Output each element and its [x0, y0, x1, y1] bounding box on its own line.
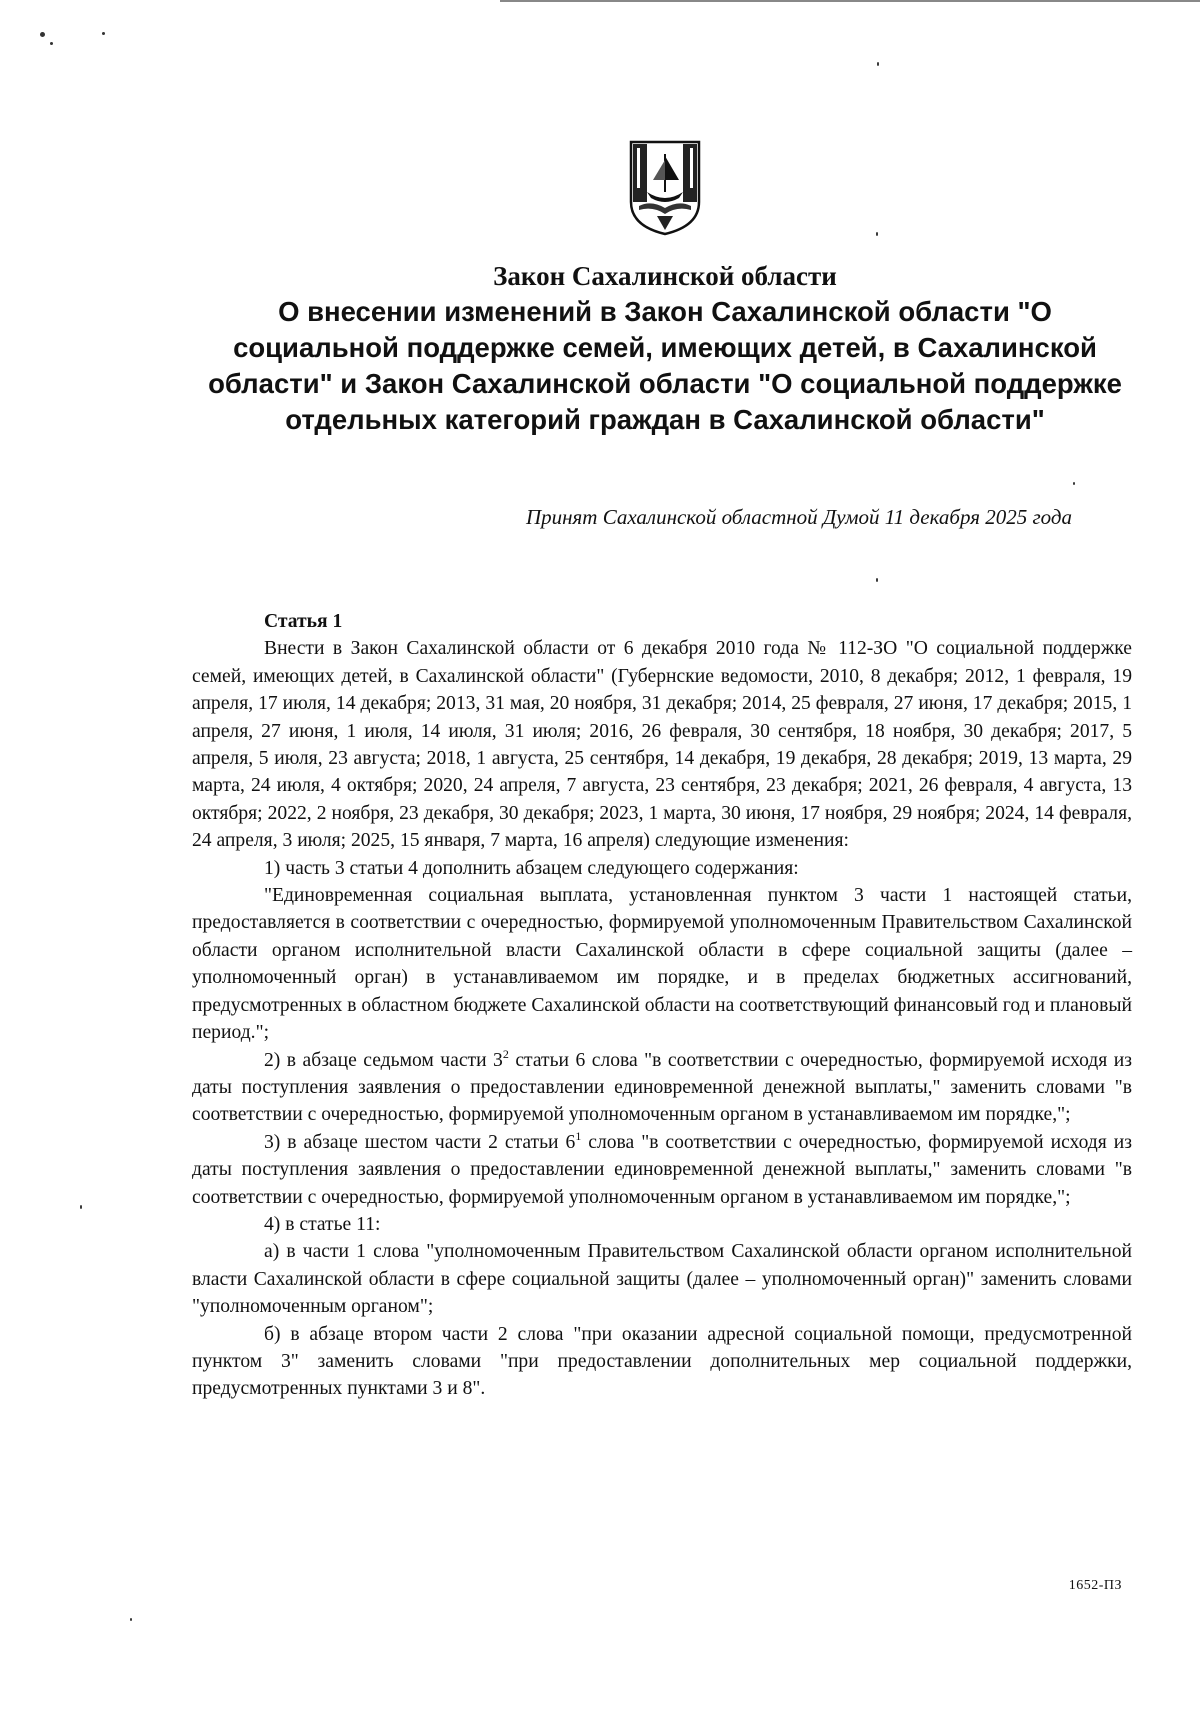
amendment-item-3-rest: слова "в соответствии с очередностью, формируемой исходя из даты поступления заявления о предоставлении единовременной денежной выплаты," заменить словами "в соответствии с очередностью, формируемой уполномоченным органом в устанавливаемом им порядке,"; — [192, 1131, 1132, 1208]
amendment-item-2-start: 2) в абзаце седьмом части 3 — [264, 1049, 503, 1071]
amendment-item-4: 4) в статье 11: — [264, 1213, 381, 1235]
amendment-item-1-quote: "Единовременная социальная выплата, установленная пунктом 3 части 1 настоящей статьи, предоставляется в соответствии с очередностью, формируемой уполномоченным Правительством Сахалинской области органом исполнительной власти Сахалинской области в сфере социальной защиты (далее – уполномоченный орган) в устанавливаемом им порядке, и в пределах бюджетных ассигнований, предусмотренных в областном бюджете Сахалинской области на соответствующий финансовый год и плановый период."; — [192, 885, 1132, 1044]
scan-top-edge — [500, 0, 1200, 2]
article-intro: Внести в Закон Сахалинской области от 6 декабря 2010 года № 112-ЗО "О социальной поддержке семей, имеющих детей, в Сахалинской области" (Губернские ведомости, 2010, 8 декабря; 2012, 1 февраля, 19 апреля, 17 июля, 14 декабря; 2013, 31 мая, 20 ноября, 31 декабря; 2014, 25 февраля, 27 июня, 17 декабря; 2015, 1 апреля, 27 июня, 1 июля, 14 июля, 31 июля; 2016, 26 февраля, 30 сентября, 18 ноября, 30 декабря; 2017, 5 апреля, 5 июля, 23 августа; 2018, 1 августа, 25 сентября, 14 декабря, 19 декабря, 28 декабря; 2019, 13 марта, 29 марта, 24 июля, 4 октября; 2020, 24 апреля, 7 августа, 23 сентября, 23 декабря; 2021, 26 февраля, 4 августа, 13 октября; 2022, 2 ноября, 23 декабря, 30 декабря; 2023, 1 марта, 30 июня, 17 ноября, 29 ноября; 2024, 14 февраля, 24 апреля, 3 июля; 2025, 15 января, 7 марта, 16 апреля) следующие изменения: — [192, 638, 1132, 852]
amendment-item-2 — [192, 1047, 1132, 1129]
adoption-note: Принят Сахалинской областной Думой 11 декабря 2025 года — [525, 505, 1072, 529]
sakhalin-coat-of-arms-icon — [627, 140, 703, 236]
law-title-block — [200, 258, 1130, 438]
scan-speck — [80, 1205, 82, 1209]
scan-speck — [130, 1618, 132, 1621]
scan-speck — [102, 32, 105, 35]
superscript: 1 — [575, 1128, 582, 1143]
scan-speck — [876, 232, 878, 236]
scan-speck — [50, 42, 53, 45]
amendment-item-3 — [192, 1129, 1132, 1211]
scan-speck — [877, 62, 879, 66]
amendment-item-3-start: 3) в абзаце шестом части 2 статьи 6 — [264, 1131, 576, 1153]
superscript: 2 — [502, 1046, 509, 1061]
scan-speck — [876, 578, 878, 582]
scan-speck — [1073, 482, 1075, 485]
law-main-title: О внесении изменений в Закон Сахалинской области "О социальной поддержке семей, имеющих детей, в Сахалинской области" и Закон Сахалинской области "О социальной поддержке отдельных категорий граждан в Сахалинской области" — [208, 296, 1122, 435]
amendment-item-4b: б) в абзаце втором части 2 слова "при оказании адресной социальной помощи, предусмотренной пунктом 3" заменить словами "при предоставлении дополнительных мер социальной поддержки, предусмотренных пунктами 3 и 8". — [192, 1323, 1132, 1400]
scan-speck — [40, 32, 45, 37]
article-1 — [192, 608, 1132, 1403]
document-code: 1652-ПЗ — [1068, 1578, 1122, 1593]
amendment-item-1: 1) часть 3 статьи 4 дополнить абзацем следующего содержания: — [264, 857, 799, 879]
amendment-item-2-rest: статьи 6 слова "в соответствии с очередностью, формируемой исходя из даты поступления заявления о предоставлении единовременной денежной выплаты," заменить словами "в соответствии с очередностью, формируемой уполномоченным органом в устанавливаемом им порядке,"; — [192, 1049, 1132, 1126]
amendment-item-4a: а) в части 1 слова "уполномоченным Правительством Сахалинской области органом исполнительной власти Сахалинской области в сфере социальной защиты (далее – уполномоченный орган)" заменить словами "уполномоченным органом"; — [192, 1241, 1132, 1318]
law-title: Закон Сахалинской области — [493, 261, 837, 291]
article-heading: Статья 1 — [264, 611, 343, 632]
